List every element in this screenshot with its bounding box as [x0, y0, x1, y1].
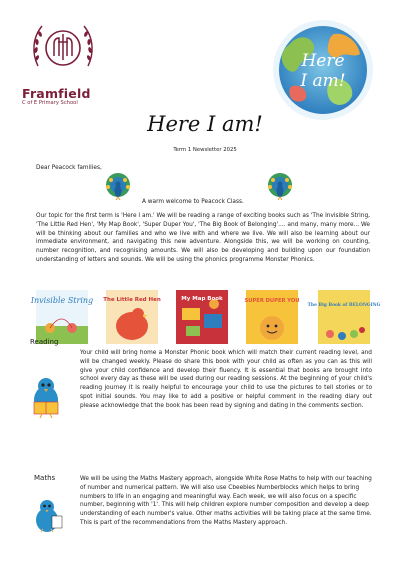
newsletter-term: Term 1 Newsletter 2025 [173, 147, 237, 153]
maths-heading: Maths [34, 474, 56, 482]
globe-illustration [262, 14, 384, 128]
greeting: Dear Peacock families, [36, 165, 102, 171]
school-name: Framfield [22, 86, 91, 101]
topic-paragraph: Our topic for the first term is 'Here I am.' We will be reading a range of exciting books such as 'The Invisible String, 'The Little Red Hen', 'My Map Book', 'Super Duper You', 'The Big Book of Belonging'.... and many, many more... We will be thinking about our families and who we live with and where we live. We will also be learning about our immediate environment, and navigating this new adventure. Alongside this, we will be working on counting, number recognition, and recognising amounts. We will also be developing and building upon our foundation understanding of letters and sounds. We will be using the phonics programme Monster Phonics. [36, 213, 370, 263]
school-subtitle: C of E Primary School [22, 100, 78, 106]
book-title: SUPER DUPER YOU [244, 298, 300, 304]
page-title: Here I am! [147, 112, 263, 136]
book-covers [30, 290, 381, 346]
welcome-message: A warm welcome to Peacock Class. [142, 199, 244, 205]
book-cover [103, 290, 161, 344]
globe-text-i-am: I am! [300, 71, 346, 91]
bird-maths-icon [30, 496, 64, 534]
book-cover [176, 290, 228, 344]
school-crest-icon [28, 18, 98, 76]
book-title: My Map Book [181, 296, 223, 302]
book-title: The Big Book of BELONGING [307, 303, 381, 308]
book-title: The Little Red Hen [103, 297, 161, 303]
peacock-icon [103, 172, 133, 202]
globe-text-here: Here [301, 51, 345, 71]
maths-paragraph: We will be using the Maths Mastery approach, alongside White Rose Maths to help with our teaching of number and numerical pattern. We will also use Cbeebies Numberblocks which helps to bring numbers to life in an engaging and meaningful way. Each week, we will also focus on a specific number, beginning with '1'. This will help children explore number composition and develop a deep understanding of each number's value. Other maths activities will be taking place at the same time. This is part of the recommendations from the Maths Mastery approach. [80, 476, 372, 526]
book-cover [30, 290, 94, 344]
reading-heading: Reading [30, 338, 59, 346]
bird-reading-icon [26, 372, 66, 420]
book-cover [246, 290, 298, 344]
book-cover [307, 290, 381, 344]
reading-paragraph: Your child will bring home a Monster Phonic book which will match their current reading level, and will be changed weekly. Please do share this book with your child as often as you can as this will give your child confidence and develop their fluency. It is essential that books are brought into school every day as these will be used during our reading sessions. At the beginning of your child's reading journey it is really helpful to encourage your child to use the pictures to tell stories or to spot initial sounds. You may like to add a positive or helpful comment in the reading diary out please acknowledge that the book has been read by signing and dating in the comments section. [80, 350, 372, 409]
book-title: Invisible String [30, 296, 94, 305]
peacock-icon [265, 172, 295, 202]
